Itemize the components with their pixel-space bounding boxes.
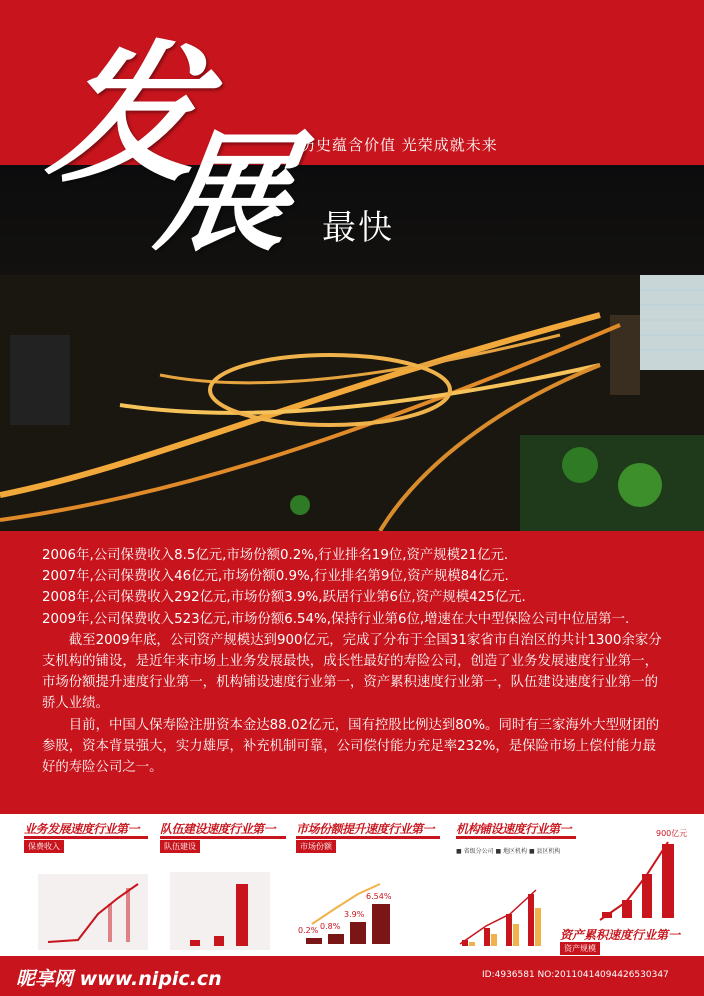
panel-business bbox=[24, 814, 154, 956]
line-2009: 2009年,公司保费收入523亿元,市场份额6.54%,保持行业第6位,增速在大中型保险公司中位居第一. bbox=[42, 611, 630, 627]
panel-market-share bbox=[296, 814, 446, 956]
line-2007: 2007年,公司保费收入46亿元,市场份额0.9%,行业排名第9位,资产规模84亿元. bbox=[42, 569, 509, 585]
footer bbox=[0, 956, 704, 996]
paragraph-2: 目前，中国人保寿险注册资本金达88.02亿元，国有控股比例达到80%。同时有三家海外大型财团的参股，资本背景强大，实力雄厚，补充机制可靠，公司偿付能力充足率232%，是保险市场上偿付能力最好的寿险公司之一。 bbox=[42, 717, 660, 776]
slogan: 历史蕴含价值 光荣成就未来 bbox=[300, 136, 498, 154]
panel-sub: 市场份额 bbox=[296, 840, 336, 853]
share-2009: 6.54% bbox=[366, 892, 392, 901]
chart-team bbox=[170, 872, 270, 950]
panel-title: 业务发展速度行业第一 bbox=[24, 822, 140, 836]
title-char-zhan: 展 bbox=[149, 116, 301, 269]
share-2008: 3.9% bbox=[344, 910, 365, 919]
divider bbox=[160, 836, 286, 839]
charts-panel bbox=[0, 814, 704, 956]
divider bbox=[456, 836, 576, 839]
legend: ■ 省级分公司 ■ 地区机构 ■ 县区机构 bbox=[456, 848, 561, 855]
site-logo[interactable]: 昵享网 www.nipic.cn bbox=[16, 968, 222, 990]
panel-title: 市场份额提升速度行业第一 bbox=[296, 822, 435, 836]
chart-branches bbox=[456, 874, 552, 950]
divider bbox=[24, 836, 148, 839]
panel-title-assets: 资产累积速度行业第一 bbox=[560, 928, 681, 942]
share-2006: 0.2% bbox=[298, 926, 319, 935]
share-2007: 0.8% bbox=[320, 922, 341, 931]
chart-assets bbox=[596, 824, 696, 924]
panel-title: 机构铺设速度行业第一 bbox=[456, 822, 572, 836]
line-2006: 2006年,公司保费收入8.5亿元,市场份额0.2%,行业排名19位,资产规模21亿元. bbox=[42, 548, 509, 563]
panel-sub: 队伍建设 bbox=[160, 840, 200, 853]
title-char-fa: 发 bbox=[39, 27, 215, 203]
panel-title: 队伍建设速度行业第一 bbox=[160, 822, 276, 836]
divider bbox=[296, 836, 440, 839]
image-id: ID:4936581 NO:20110414094426530347 bbox=[482, 970, 669, 980]
line-2008: 2008年,公司保费收入292亿元,市场份额3.9%,跃居行业第6位,资产规模425亿元. bbox=[42, 590, 526, 606]
chart-premium bbox=[38, 874, 148, 950]
asset-top-label: 900亿元 bbox=[656, 829, 688, 838]
panel-sub-assets: 资产规模 bbox=[560, 942, 600, 955]
body-text bbox=[42, 545, 667, 778]
panel-team bbox=[160, 814, 290, 956]
paragraph-1: 截至2009年底，公司资产规模达到900亿元，完成了分布于全国31家省市自治区的共计1300余家分支机构的铺设，是近年来市场上业务发展最快，成长性最好的寿险公司，创造了业务发展速度行业第一，市场份额提升速度行业第一，机构铺设速度行业第一，资产累积速度行业第一，队伍建设速度行业第一的骄人业绩。 bbox=[42, 632, 662, 712]
subtitle: 最快 bbox=[322, 208, 394, 248]
panel-sub: 保费收入 bbox=[24, 840, 64, 853]
